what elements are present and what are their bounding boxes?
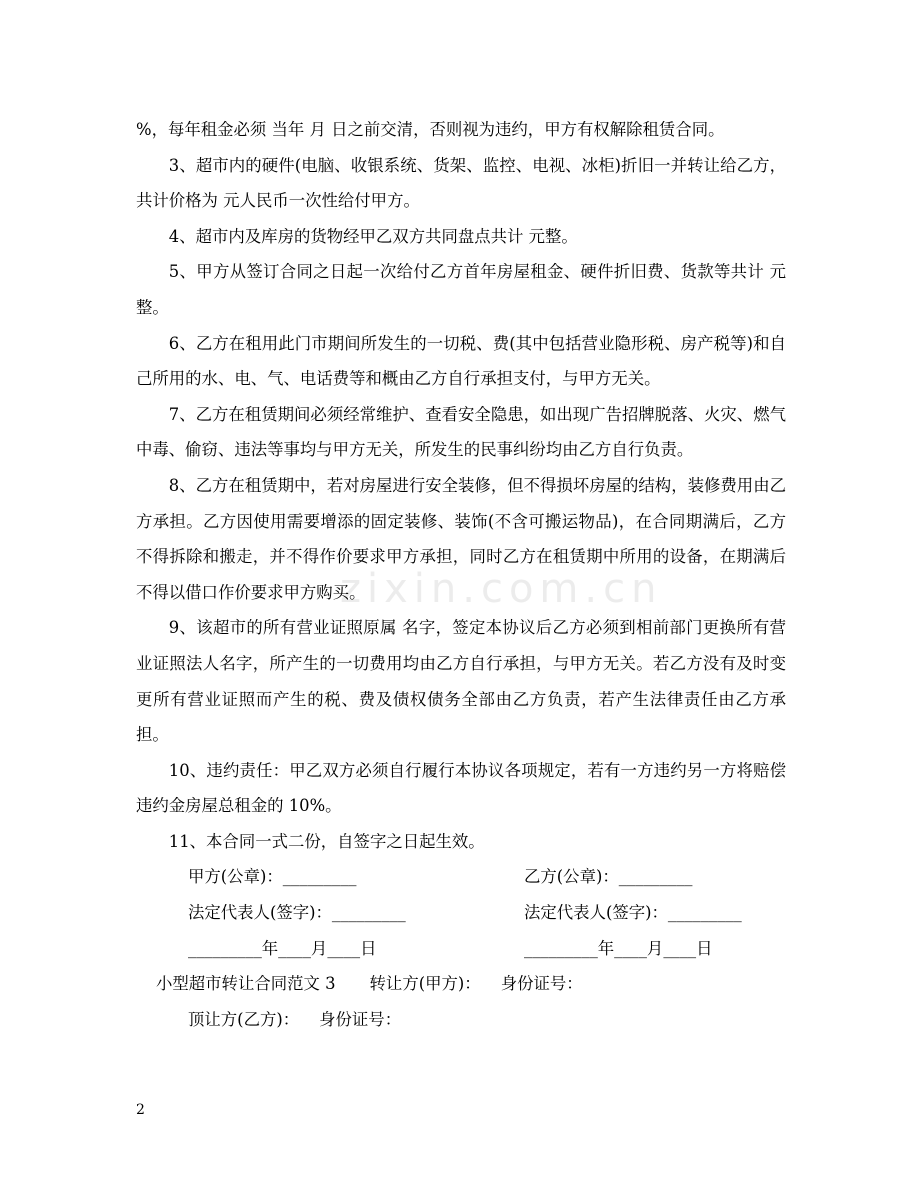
party-b-date-line: _________年____月____日 bbox=[524, 938, 713, 958]
transferee-label: 顶让方(乙方)： bbox=[188, 1009, 300, 1029]
party-a-representative-line: 法定代表人(签字)：_________ bbox=[188, 903, 406, 923]
paragraph-clause-11: 11、本合同一式二份，自签字之日起生效。 bbox=[168, 831, 485, 851]
paragraph-clause-9: 9、该超市的所有营业证照原属 名字，签定本协议后乙方必须到相前部门更换所有营业证照法人名字，所产生的一切费用均由乙方自行承担，与甲方无关。若乙方没有及时变更所有营业证照而产生的税、费及债权债务全部由乙方负责，若产生法律责任由乙方承担。 bbox=[136, 618, 786, 745]
signature-row-representative bbox=[136, 895, 786, 931]
transferor-label: 转让方(甲方)： bbox=[369, 974, 481, 994]
transferee-id-label: 身份证号： bbox=[319, 1009, 402, 1029]
paragraph-clause-6: 6、乙方在租用此门市期间所发生的一切税、费(其中包括营业隐形税、房产税等)和自己所用的水、电、气、电话费等和概由乙方自行承担支付，与甲方无关。 bbox=[136, 333, 786, 389]
transferor-id-label: 身份证号： bbox=[500, 974, 583, 994]
paragraph-clause-4: 4、超市内及库房的货物经甲乙双方共同盘点共计 元整。 bbox=[168, 226, 578, 246]
paragraph-clause-7: 7、乙方在租赁期间必须经常维护、查看安全隐患，如出现广告招牌脱落、火灾、燃气中毒、偷窃、违法等事均与甲方无关，所发生的民事纠纷均由乙方自行负责。 bbox=[136, 404, 786, 460]
signature-row-date bbox=[136, 931, 786, 967]
signature-row-seal bbox=[136, 859, 786, 895]
party-b-representative-line: 法定代表人(签字)：_________ bbox=[524, 903, 742, 923]
next-section-heading-line bbox=[136, 966, 786, 1002]
paragraph-rent-deadline: %，每年租金必须 当年 月 日之前交清，否则视为违约，甲方有权解除租赁合同。 bbox=[136, 120, 725, 139]
transferee-line bbox=[136, 1002, 786, 1038]
paragraph-clause-3: 3、超市内的硬件(电脑、收银系统、货架、监控、电视、冰柜)折旧一并转让给乙方，共计价格为 元人民币一次性给付甲方。 bbox=[136, 155, 786, 211]
watermark: zixin.com.cn bbox=[340, 566, 663, 612]
party-a-date-line: _________年____月____日 bbox=[188, 938, 377, 958]
paragraph-clause-8: 8、乙方在租赁期中，若对房屋进行安全装修，但不得损坏房屋的结构，装修费用由乙方承担。乙方因使用需要增添的固定装修、装饰(不含可搬运物品)，在合同期满后，乙方不得拆除和搬走，并不得作价要求甲方承担，同时乙方在租赁期中所用的设备，在期满后不得以借口作价要求甲方购买。 bbox=[136, 475, 786, 602]
paragraph-clause-5: 5、甲方从签订合同之日起一次给付乙方首年房屋租金、硬件折旧费、货款等共计 元整。 bbox=[136, 262, 786, 317]
party-a-seal-line: 甲方(公章)：_________ bbox=[188, 867, 357, 887]
document-body bbox=[136, 112, 786, 1037]
paragraph-clause-10: 10、违约责任：甲乙双方必须自行履行本协议各项规定，若有一方违约另一方将赔偿违约金房屋总租金的 10%。 bbox=[136, 760, 786, 816]
party-b-seal-line: 乙方(公章)：_________ bbox=[524, 867, 693, 887]
next-section-title: 小型超市转让合同范文 3 bbox=[156, 974, 336, 994]
page-number: 2 bbox=[136, 1102, 145, 1118]
